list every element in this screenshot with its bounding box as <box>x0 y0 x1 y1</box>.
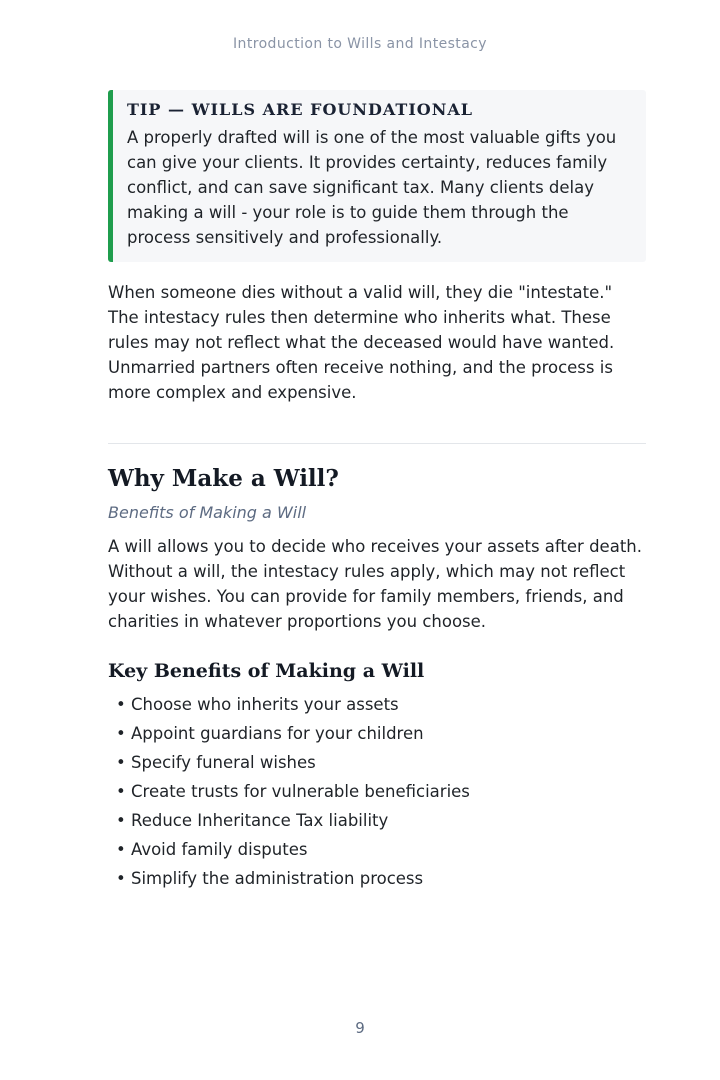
bullet-icon: • <box>116 724 126 743</box>
tip-callout <box>108 90 646 262</box>
bullet-icon: • <box>116 840 126 859</box>
section-subtitle: Benefits of Making a Will <box>108 503 307 522</box>
list-item-text: Choose who inherits your assets <box>131 695 399 714</box>
intestacy-paragraph: When someone dies without a valid will, they die "intestate." The intestacy rules then determine who inherits what. These rules may not reflect what the deceased would have wanted. Unmarried partners often receive nothing, and the process is more complex and expensive. <box>108 283 615 402</box>
section-divider <box>108 443 646 444</box>
list-item <box>116 777 646 806</box>
bullet-icon: • <box>116 753 126 772</box>
page-number: 9 <box>355 1019 365 1037</box>
list-item <box>116 864 646 893</box>
benefits-list <box>108 690 646 893</box>
section-heading: Why Make a Will? <box>108 465 339 492</box>
list-item <box>116 748 646 777</box>
list-item <box>116 719 646 748</box>
bullet-icon: • <box>116 695 126 714</box>
list-item <box>116 835 646 864</box>
list-item-text: Simplify the administration process <box>131 869 424 888</box>
section-paragraph: A will allows you to decide who receives your assets after death. Without a will, the intestacy rules apply, which may not reflect your wishes. You can provide for family members, friends, and charities in whatever proportions you choose. <box>108 537 642 631</box>
list-item-text: Appoint guardians for your children <box>131 724 424 743</box>
running-header: Introduction to Wills and Intestacy <box>233 36 487 52</box>
list-item <box>116 806 646 835</box>
bullet-icon: • <box>116 782 126 801</box>
tip-body: A properly drafted will is one of the most valuable gifts you can give your clients. It provides certainty, reduces family conflict, and can save significant tax. Many clients delay making a will - your role is to guide them through the process sensitively and professionally. <box>127 128 617 247</box>
tip-title: TIP — WILLS ARE FOUNDATIONAL <box>127 100 474 119</box>
bullet-icon: • <box>116 869 126 888</box>
list-item-text: Create trusts for vulnerable beneficiaries <box>131 782 470 801</box>
list-item <box>116 690 646 719</box>
benefits-subheading: Key Benefits of Making a Will <box>108 660 425 682</box>
page-content <box>108 90 646 893</box>
list-item-text: Specify funeral wishes <box>131 753 316 772</box>
bullet-icon: • <box>116 811 126 830</box>
list-item-text: Avoid family disputes <box>131 840 308 859</box>
list-item-text: Reduce Inheritance Tax liability <box>131 811 389 830</box>
